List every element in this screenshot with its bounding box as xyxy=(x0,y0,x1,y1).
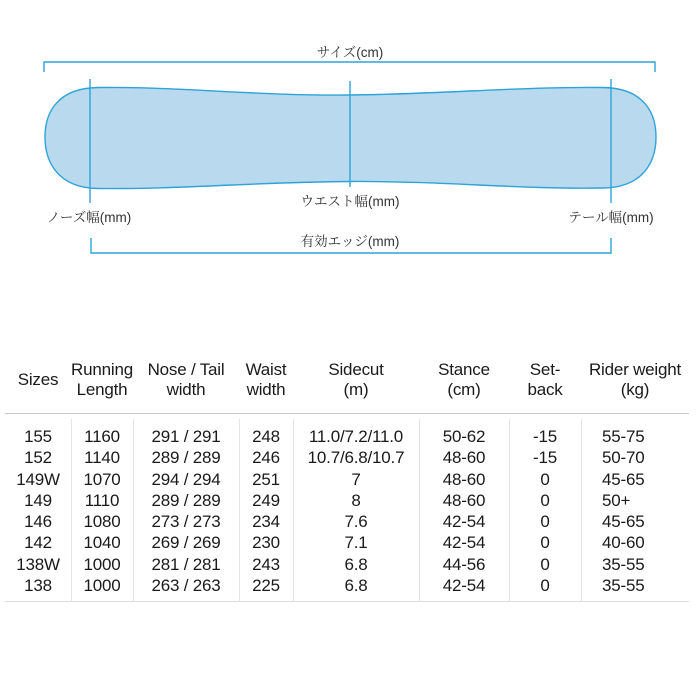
header-stance: Stance (cm) xyxy=(438,359,490,399)
cell-size: 149W xyxy=(16,469,60,489)
cell-rider-weight: 55-75 xyxy=(602,427,645,446)
spec-row xyxy=(5,575,689,596)
spec-row xyxy=(5,554,689,575)
header-rider-weight: Rider weight (kg) xyxy=(588,359,682,399)
header-running-length: Running Length xyxy=(71,359,133,399)
cell-stance: 48-60 xyxy=(442,469,486,489)
cell-waist: 248 xyxy=(252,427,280,446)
spec-row xyxy=(5,447,689,468)
cell-sidecut: 10.7/6.8/10.7 xyxy=(307,448,405,468)
cell-stance: 42-54 xyxy=(442,533,486,553)
cell-sidecut: 8 xyxy=(351,490,361,510)
cell-size: 152 xyxy=(24,448,52,468)
tail-width-label: テール幅(mm) xyxy=(568,210,654,225)
cell-nose-tail: 273 / 273 xyxy=(151,512,221,532)
cell-waist: 230 xyxy=(252,533,280,553)
table-bottom-line xyxy=(5,601,689,602)
cell-stance: 50-62 xyxy=(442,427,486,446)
cell-sidecut: 6.8 xyxy=(344,554,368,574)
cell-rider-weight: 35-55 xyxy=(602,554,645,574)
spec-row xyxy=(5,469,689,490)
header-nose-tail-width: Nose / Tail width xyxy=(147,359,225,399)
cell-rider-weight: 50-70 xyxy=(602,448,645,468)
cell-size: 138W xyxy=(16,554,60,574)
cell-setback: 0 xyxy=(540,576,550,596)
cell-waist: 251 xyxy=(252,469,280,489)
cell-setback: -15 xyxy=(533,427,557,446)
nose-width-label: ノーズ幅(mm) xyxy=(46,210,132,225)
cell-sidecut: 7.6 xyxy=(344,512,368,532)
header-divider-line xyxy=(5,413,689,414)
cell-nose-tail: 291 / 291 xyxy=(151,427,221,446)
cell-waist: 243 xyxy=(252,554,280,574)
cell-running-length: 1140 xyxy=(84,448,120,468)
cell-running-length: 1040 xyxy=(83,533,121,553)
spec-row xyxy=(5,532,689,553)
cell-running-length: 1070 xyxy=(83,469,121,489)
cell-rider-weight: 45-65 xyxy=(602,512,645,532)
cell-waist: 225 xyxy=(252,576,280,596)
waist-width-label: ウエスト幅(mm) xyxy=(300,194,400,209)
cell-size: 146 xyxy=(24,512,52,532)
cell-waist: 249 xyxy=(252,490,280,510)
spec-table xyxy=(5,358,689,608)
cell-size: 149 xyxy=(24,490,52,510)
cell-nose-tail: 294 / 294 xyxy=(151,469,221,489)
cell-nose-tail: 289 / 289 xyxy=(151,448,221,468)
cell-sidecut: 11.0/7.2/11.0 xyxy=(308,427,404,446)
spec-row xyxy=(5,511,689,532)
spec-row xyxy=(5,426,689,447)
header-sizes: Sizes xyxy=(17,369,59,389)
cell-stance: 42-54 xyxy=(442,512,486,532)
cell-running-length: 1160 xyxy=(84,427,120,446)
cell-waist: 234 xyxy=(252,512,280,532)
cell-nose-tail: 281 / 281 xyxy=(151,554,221,574)
cell-running-length: 1000 xyxy=(83,554,121,574)
size-label: サイズ(cm) xyxy=(316,45,384,60)
spec-row xyxy=(5,490,689,511)
cell-rider-weight: 40-60 xyxy=(602,533,645,553)
cell-setback: 0 xyxy=(540,512,550,532)
spec-table-body xyxy=(5,426,689,596)
spec-table-header-row xyxy=(5,358,689,402)
cell-running-length: 1110 xyxy=(84,490,120,510)
snowboard-diagram xyxy=(0,0,700,340)
cell-sidecut: 7 xyxy=(351,469,361,489)
cell-sidecut: 7.1 xyxy=(344,533,368,553)
header-waist-width: Waist width xyxy=(245,359,287,399)
cell-setback: 0 xyxy=(540,533,550,553)
cell-nose-tail: 263 / 263 xyxy=(151,576,221,596)
cell-sidecut: 6.8 xyxy=(344,576,368,596)
header-sidecut: Sidecut (m) xyxy=(328,359,384,399)
cell-setback: 0 xyxy=(540,469,550,489)
cell-setback: 0 xyxy=(540,490,550,510)
cell-running-length: 1000 xyxy=(83,576,121,596)
cell-stance: 44-56 xyxy=(442,554,486,574)
cell-nose-tail: 289 / 289 xyxy=(151,490,221,510)
size-dimension-bracket xyxy=(44,62,655,72)
effective-edge-label: 有効エッジ(mm) xyxy=(300,234,400,249)
cell-setback: 0 xyxy=(540,554,550,574)
cell-rider-weight: 45-65 xyxy=(602,469,645,489)
cell-nose-tail: 269 / 269 xyxy=(151,533,221,553)
header-setback: Set- back xyxy=(527,359,563,399)
cell-running-length: 1080 xyxy=(83,512,121,532)
cell-size: 142 xyxy=(24,533,52,553)
cell-stance: 48-60 xyxy=(442,448,486,468)
cell-size: 138 xyxy=(24,576,52,596)
cell-waist: 246 xyxy=(252,448,280,468)
cell-rider-weight: 50+ xyxy=(602,490,631,510)
cell-rider-weight: 35-55 xyxy=(602,576,645,596)
cell-stance: 48-60 xyxy=(442,490,486,510)
cell-size: 155 xyxy=(24,427,52,446)
cell-stance: 42-54 xyxy=(442,576,486,596)
cell-setback: -15 xyxy=(533,448,557,468)
